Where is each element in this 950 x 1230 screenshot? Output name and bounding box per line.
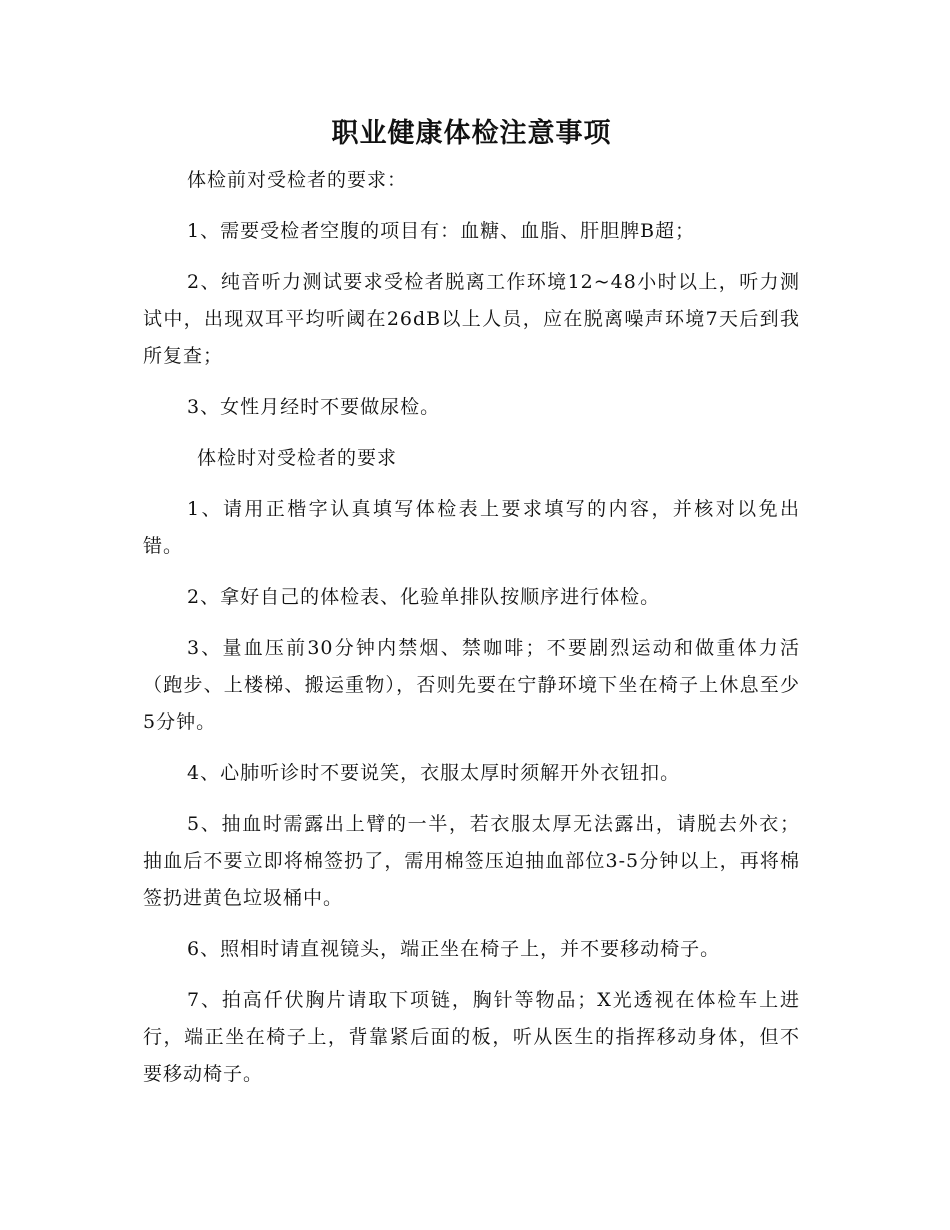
paragraph: 1、需要受检者空腹的项目有：血糖、血脂、肝胆脾B超； — [187, 220, 696, 242]
paragraph: 6、照相时请直视镜头，端正坐在椅子上，并不要移动椅子。 — [187, 938, 721, 960]
paragraph: 2、拿好自己的体检表、化验单排队按顺序进行体检。 — [187, 586, 661, 608]
section-heading-before-exam: 体检前对受检者的要求： — [187, 169, 408, 191]
paragraph: 7、拍高仟伏胸片请取下项链，胸针等物品；X光透视在体检车上进行，端正坐在椅子上，背靠紧后面的板，听从医生的指挥移动身体，但不要移动椅子。 — [143, 989, 800, 1085]
document-title: 职业健康体检注意事项 — [331, 118, 612, 149]
paragraph: 5、抽血时需露出上臂的一半，若衣服太厚无法露出，请脱去外衣；抽血后不要立即将棉签扔了，需用棉签压迫抽血部位3-5分钟以上，再将棉签扔进黄色垃圾桶中。 — [143, 813, 800, 909]
paragraph: 3、量血压前30分钟内禁烟、禁咖啡；不要剧烈运动和做重体力活（跑步、上楼梯、搬运重物），否则先要在宁静环境下坐在椅子上休息至少5分钟。 — [143, 637, 800, 733]
paragraph: 1、请用正楷字认真填写体检表上要求填写的内容，并核对以免出错。 — [143, 498, 800, 557]
paragraph: 2、纯音听力测试要求受检者脱离工作环境12~48小时以上，听力测试中，出现双耳平均听阈在26dB以上人员，应在脱离噪声环境7天后到我所复查； — [143, 271, 800, 367]
section-heading-during-exam: 体检时对受检者的要求 — [197, 447, 398, 469]
paragraph: 4、心肺听诊时不要说笑，衣服太厚时须解开外衣钮扣。 — [187, 762, 681, 784]
paragraph: 3、女性月经时不要做尿检。 — [187, 396, 441, 418]
